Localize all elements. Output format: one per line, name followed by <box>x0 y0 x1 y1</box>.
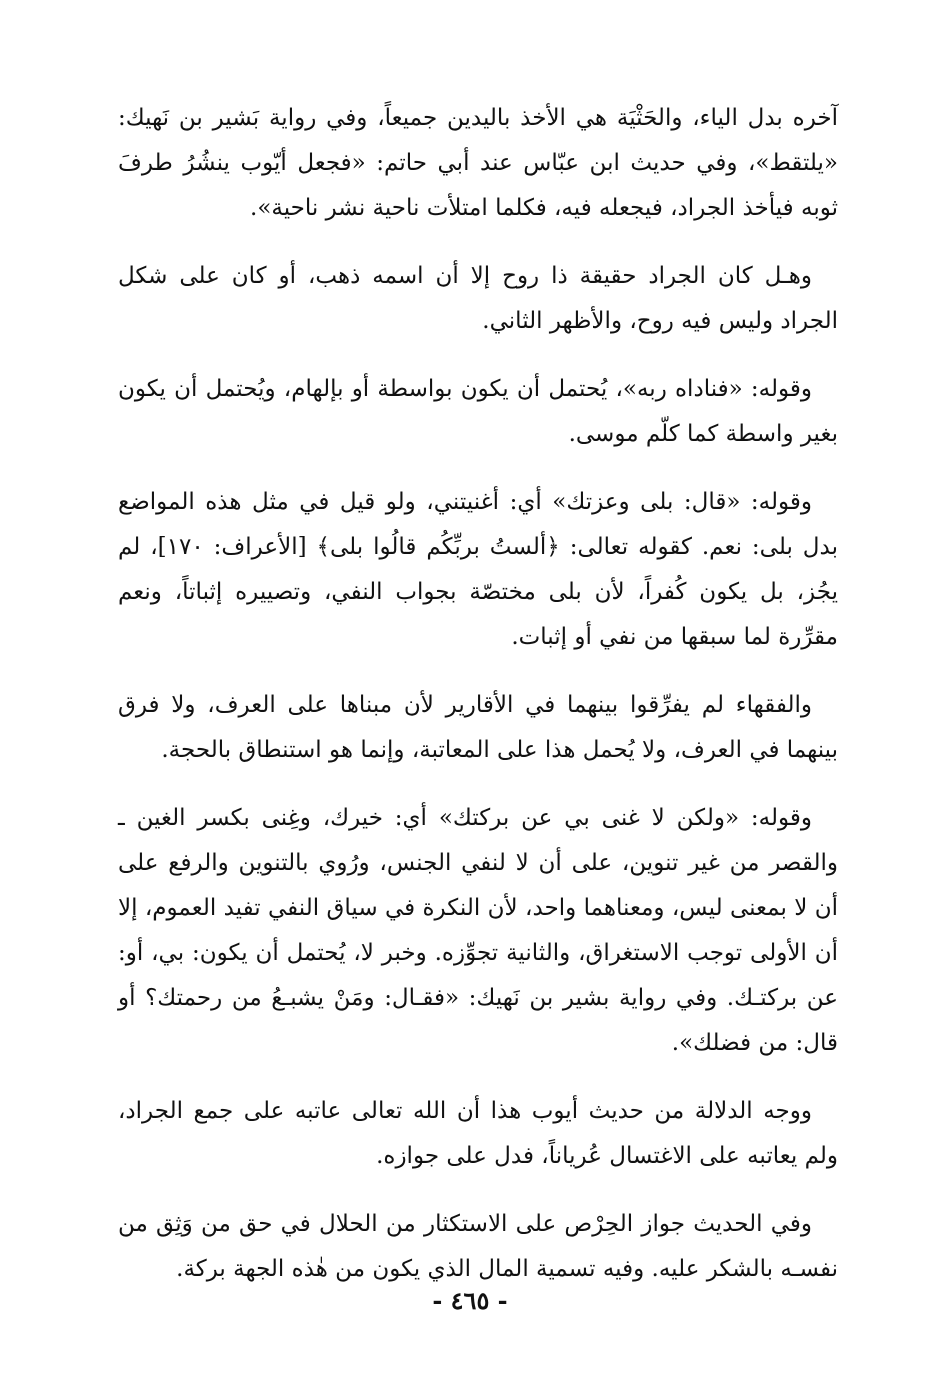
paragraph-8: وفي الحديث جواز الحِرْص على الاستكثار من الحلال في حق من وَثِق من نفسـه بالشكر عليه. وفيه تسمية المال الذي يكون من هٰذه الجهة بركة. <box>118 1211 838 1282</box>
paragraph-7: ووجه الدلالة من حديث أيوب هذا أن الله تعالى عاتبه على جمع الجراد، ولم يعاتبه على الاغتسال عُرياناً، فدل على جوازه. <box>118 1098 838 1169</box>
paragraph-6: وقوله: «ولكن لا غنى بي عن بركتك» أي: خيرك، وغِنى بكسر الغين ـ والقصر من غير تنوين، على أن لا لنفي الجنس، ورُوي بالتنوين والرفع على أن لا بمعنى ليس، ومعناهما واحد، لأن النكرة في سياق النفي تفيد العموم، إلا أن الأولى توجب الاستغراق، والثانية تجوِّزه. وخبر لا، يُحتمل أن يكون: بي، أو: عن بركتـك. وفي رواية بشير بن نَهيك: «فقـال: ومَنْ يشبـعُ من رحمتك؟ أو قال: من فضلك». <box>118 805 838 1056</box>
paragraph-3: وقوله: «فناداه ربه»، يُحتمل أن يكون بواسطة أو بإلهام، ويُحتمل أن يكون بغير واسطة كما كلّم موسى. <box>118 376 838 447</box>
paragraph-4: وقوله: «قال: بلى وعزتك» أي: أغنيتني، ولو قيل في مثل هذه المواضع بدل بلى: نعم. كقوله تعالى: ﴿ألستُ بربِّكُم قالُوا بلى﴾ [الأعراف: ١٧٠]، لم يجُز، بل يكون كُفراً، لأن بلى مختصّة بجواب النفي، وتصييره إثباتاً، ونعم مقرِّرة لما سبقها من نفي أو إثبات. <box>118 489 838 650</box>
page-number: - ٤٦٥ - <box>432 1286 508 1315</box>
paragraph-1: آخره بدل الياء، والحَثْيَة هي الأخذ باليدين جميعاً، وفي رواية بَشير بن نَهيك: «يلتقط»، وفي حديث ابن عبّاس عند أبي حاتم: «فجعل أيّوب ينشُرُ طرفَ ثوبه فيأخذ الجراد، فيجعله فيه، فكلما امتلأت ناحية نشر ناحية». <box>118 105 838 221</box>
page-body <box>118 96 838 1315</box>
paragraph-5: والفقهاء لم يفرِّقوا بينهما في الأقارير لأن مبناها على العرف، ولا فرق بينهما في العرف، ولا يُحمل هذا على المعاتبة، وإنما هو استنطاق بالحجة. <box>118 692 838 763</box>
paragraph-2: وهـل كان الجراد حقيقة ذا روح إلا أن اسمه ذهب، أو كان على شكل الجراد وليس فيه روح، والأظهر الثاني. <box>118 263 838 334</box>
